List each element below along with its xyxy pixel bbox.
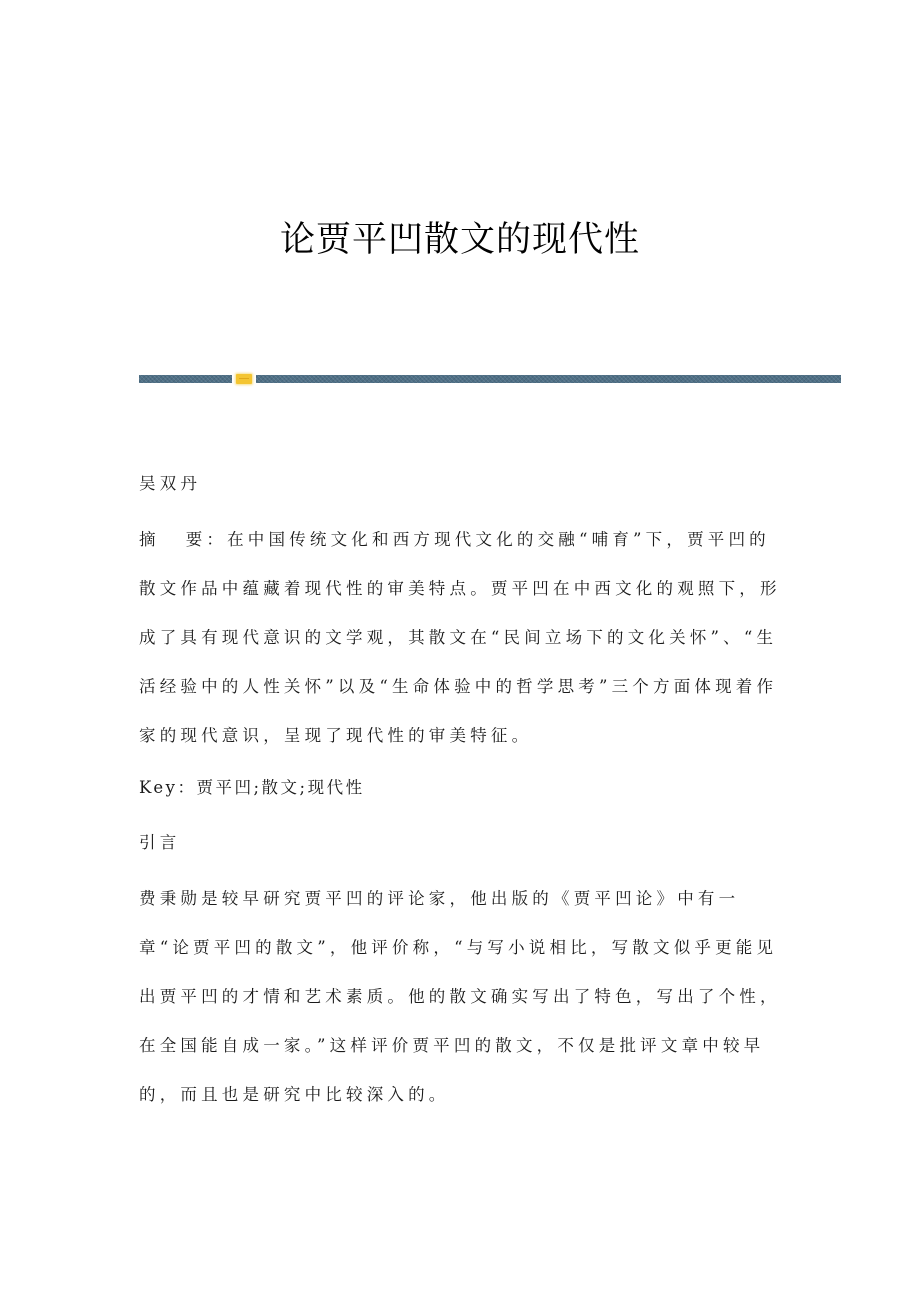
section-heading-intro: 引言 bbox=[139, 833, 181, 852]
divider-bar-left bbox=[139, 375, 232, 383]
abstract-label-second: 要： bbox=[185, 530, 228, 549]
keywords-text: 贾平凹;散文;现代性 bbox=[196, 778, 365, 797]
divider-bar-right bbox=[256, 375, 841, 383]
title-divider bbox=[139, 375, 841, 384]
divider-ornament-icon bbox=[236, 374, 252, 384]
page-title: 论贾平凹散文的现代性 bbox=[279, 220, 640, 260]
abstract bbox=[139, 515, 784, 760]
author-name: 吴双丹 bbox=[139, 474, 202, 493]
abstract-text: 在中国传统文化和西方现代文化的交融“哺育”下，贾平凹的散文作品中蕴藏着现代性的审美特点。贾平凹在中西文化的观照下，形成了具有现代意识的文学观，其散文在“民间立场下的文化关怀”、“生活经验中的人性关怀”以及“生命体验中的哲学思考”三个方面体现着作家的现代意识，呈现了现代性的审美特征。 bbox=[139, 530, 781, 745]
keywords bbox=[139, 763, 784, 812]
abstract-label-first: 摘 bbox=[139, 530, 160, 549]
intro-paragraph: 费秉勋是较早研究贾平凹的评论家，他出版的《贾平凹论》中有一章“论贾平凹的散文”，他评价称，“与写小说相比，写散文似乎更能见出贾平凹的才情和艺术素质。他的散文确实写出了特色，写出了个性，在全国能自成一家。”这样评价贾平凹的散文，不仅是批评文章中较早的，而且也是研究中比较深入的。 bbox=[139, 889, 781, 1104]
keywords-label: Key： bbox=[139, 778, 197, 797]
